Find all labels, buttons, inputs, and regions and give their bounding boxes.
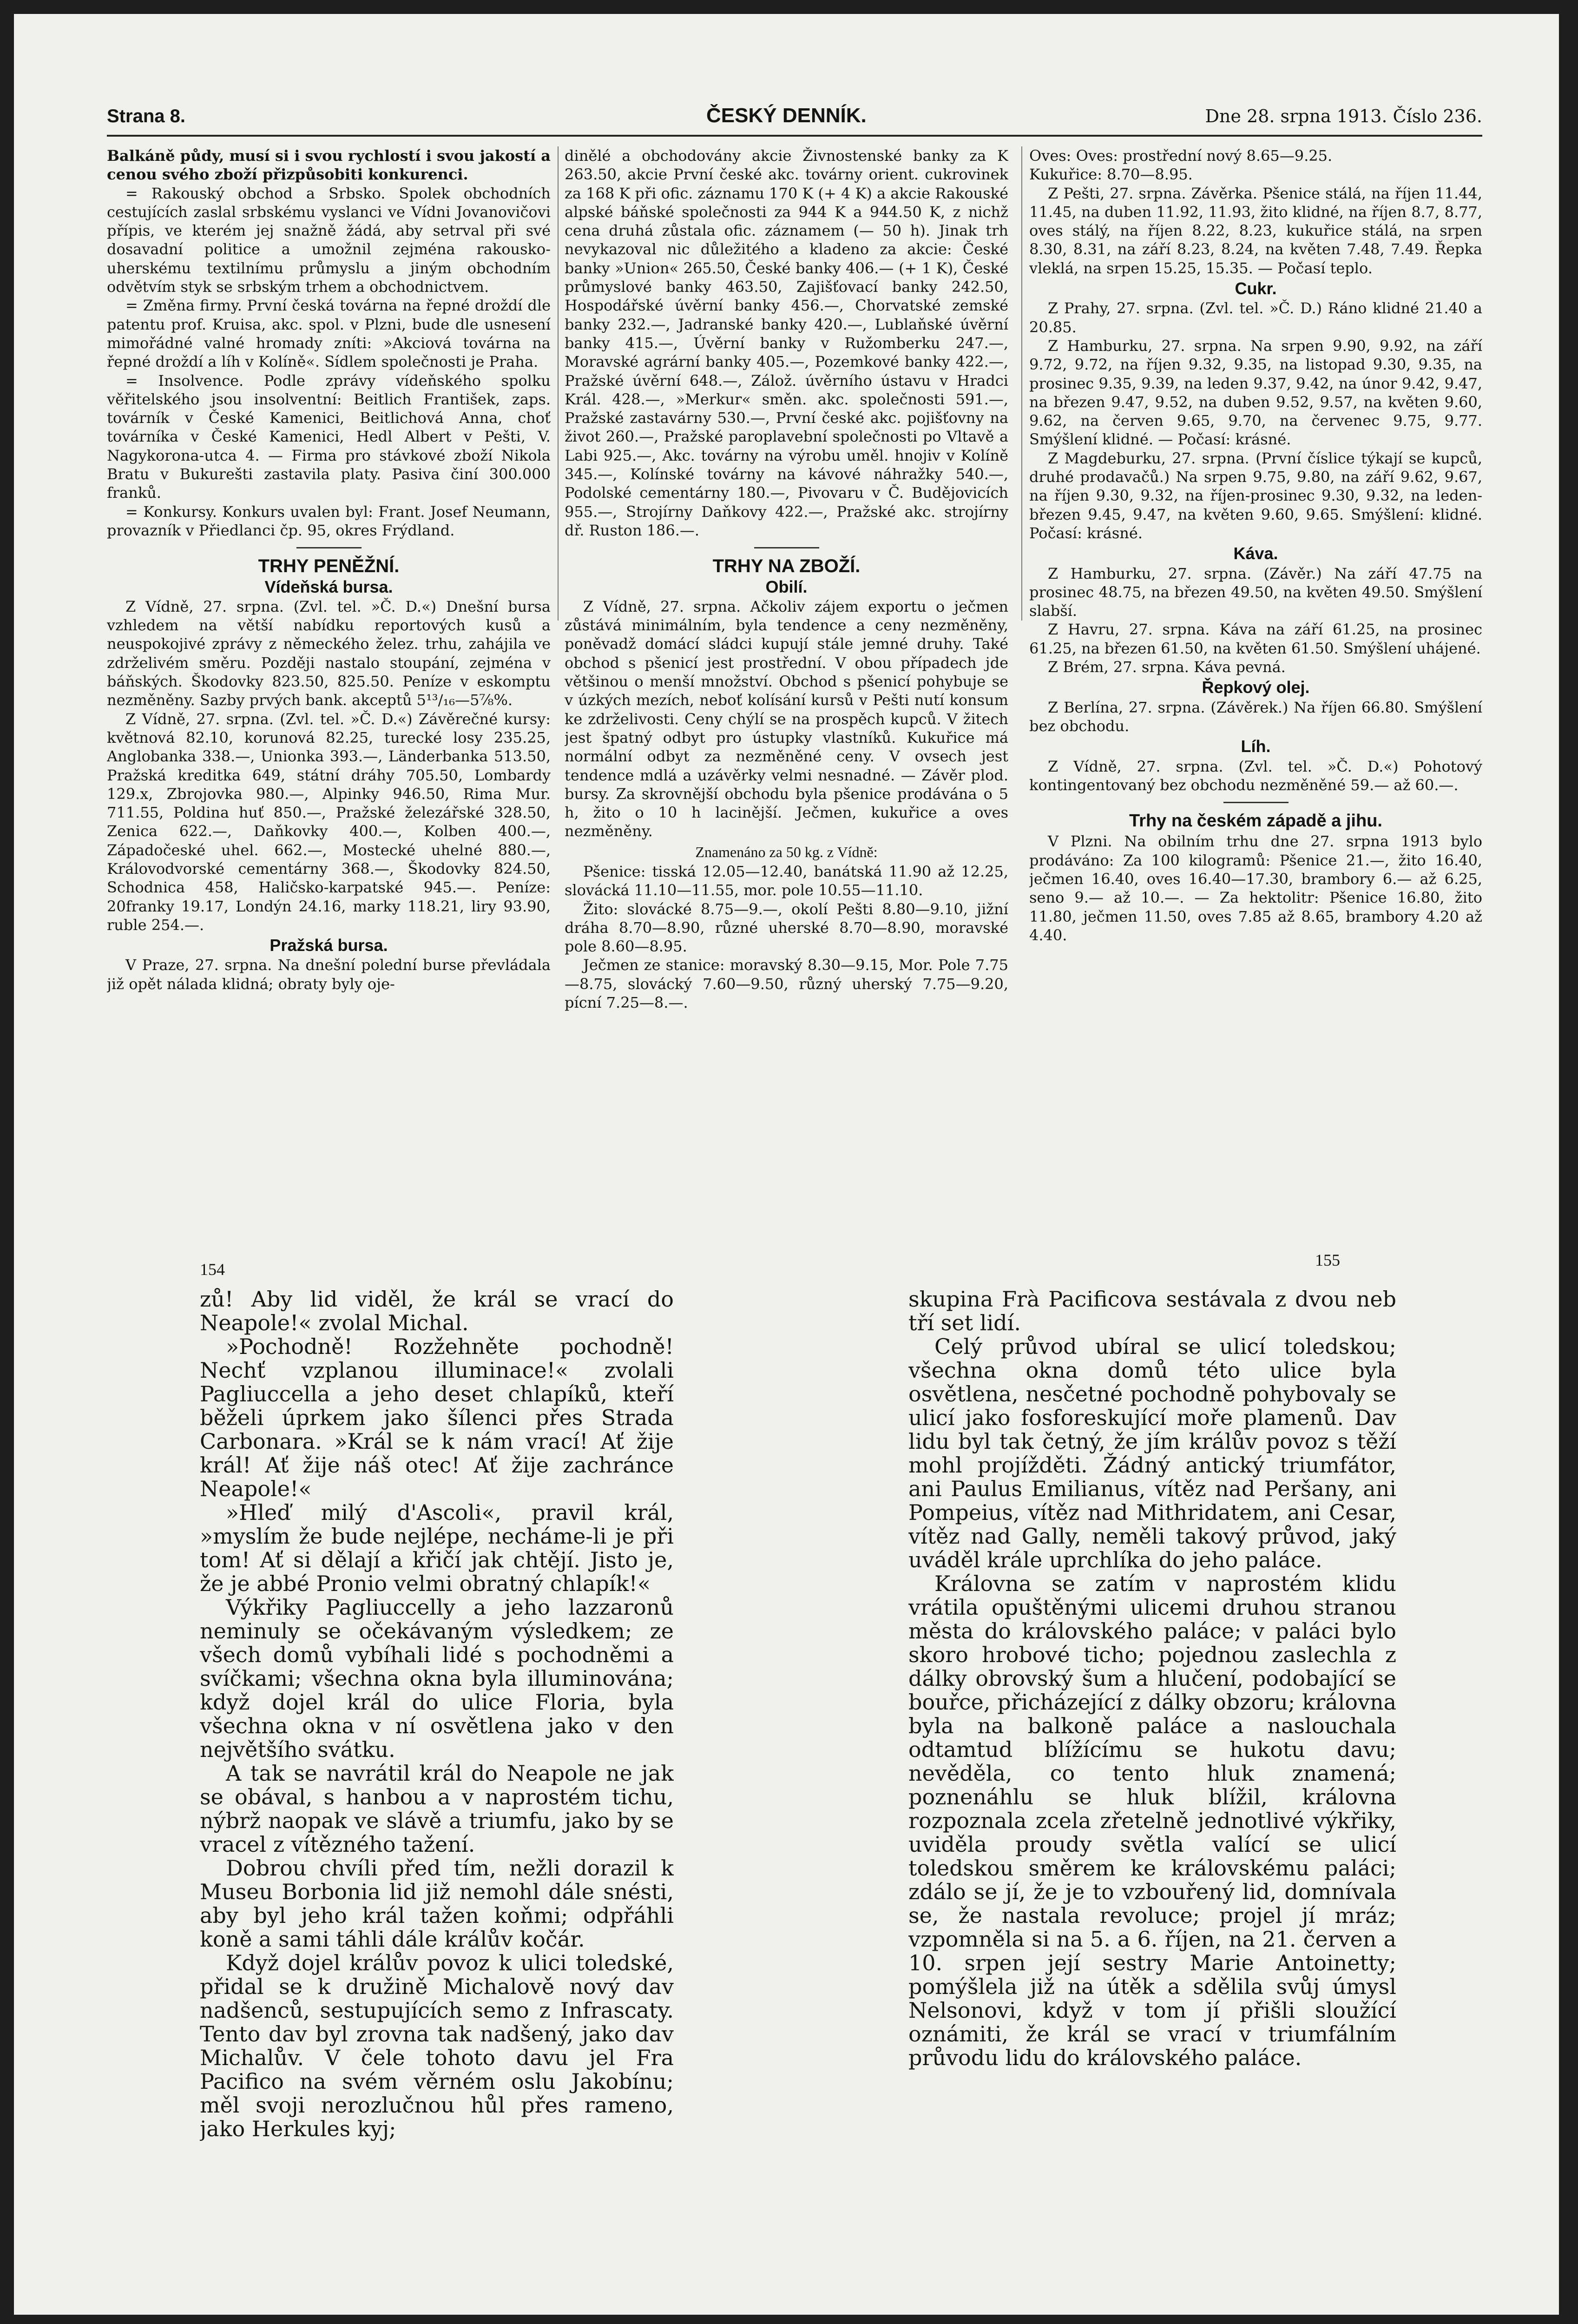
price-zito: Žito: slovácké 8.75—9.—, okolí Pešti 8.80—9.10, jižní dráha 8.70—8.90, různé uherské 8.70—8.90, moravské pole 8.60—8.95. (565, 900, 1008, 956)
page-header (107, 88, 1482, 137)
novel-paragraph: Celý průvod ubíral se ulicí toledskou; všechna okna domů této ulice byla osvětlena, nesčetné pochodně pohybovaly se ulicí jako fosforeskující moře plamenů. Dav lidu byl tak četný, že jím králův povoz s těží mohl projížděti. Žádný antický triumfátor, ani Paulus Emilianus, vítěz nad Peršany, ani Pompeius, vítěz nad Mithridatem, ani Cesar, vítěz nad Gally, neměli takový průvod, jaký uváděl krále uprchlíka do jeho paláce. (908, 1334, 1396, 1572)
article-praha-bursa: V Praze, 27. srpna. Na dnešní polední burse převládala již opět nálada klidná; obraty byly oje- (107, 956, 551, 993)
newspaper-page (14, 14, 1559, 2315)
price-kukurice: Kukuřice: 8.70—8.95. (1029, 165, 1193, 184)
article-vidne-bursa-1: Z Vídně, 27. srpna. (Zvl. tel. »Č. D.«) Dnešní bursa vzhledem na větší nabídku reportových kusů a neuspokojivé zprávy z německého želez. trhu, zahájila ve zdrželivém směru. Později nastalo stoupání, zejména v báňských. Škodovky 823.50, 825.50. Peníze v eskomptu nezměněny. Sazby prvých bank. akceptů 5¹³/₁₆—5⅞%. (107, 597, 551, 709)
column-1 (107, 146, 551, 1183)
date-issue: Dne 28. srpna 1913. Číslo 236. (1205, 106, 1482, 126)
newspaper-upper-section (107, 88, 1482, 1185)
novel-paragraph: skupina Frà Pacificova sestávala z dvou neb tří set lidí. (908, 1287, 1396, 1335)
article-insolvence: = Insolvence. Podle zprávy vídeňského spolku věřitelského jsou insolventní: Beitlich František, zaps. továrník v České Kamenici, Beitlichová Anna, choť továrníka v České Kamenici, Hedl Albert v Pešti, V. Nagykorona-utca 4. — Firma pro stávkové zboží Nikola Bratu v Bukurešti zastavila platy. Pasiva činí 300.000 franků. (107, 371, 551, 502)
section-title-trhy-penezni: TRHY PENĚŽNÍ. (258, 556, 400, 577)
novel-left-column (200, 1287, 674, 2152)
separator-rule (754, 547, 819, 548)
page-label: Strana 8. (107, 106, 185, 126)
article-cukr-praha: Z Prahy, 27. srpna. (Zvl. tel. »Č. D.) Ráno klidné 21.40 a 20.85. (1029, 299, 1482, 336)
column-2 (565, 146, 1008, 1183)
article-cukr-magdeburk: Z Magdeburku, 27. srpna. (První číslice týkají se kupců, druhé prodavačů.) Na srpen 9.75, 9.80, na září 9.62, 9.67, na říjen 9.30, 9.32, na říjen-prosinec 9.30, 9.32, na leden-březen 9.45, 9.47, na květen 9.60, 9.65. Smýšlení: klidné. Počasí: krásné. (1029, 449, 1482, 542)
article-balkan: Balkáně půdy, musí si i svou rychlostí i svou jakostí a cenou svého zboží přizpůsobiti konkurenci. (107, 147, 551, 184)
article-kava-brem: Z Brém, 27. srpna. Káva pevná. (1048, 658, 1286, 676)
novel-paragraph: »Hleď milý d'Ascoli«, pravil král, »myslím že bude nejlépe, necháme-li je při tom! Ať si dělají a křičí jak chtějí. Jisto je, že je abbé Pronio velmi obratný chlapík!« (200, 1500, 674, 1596)
article-obili: Z Vídně, 27. srpna. Ačkoliv zájem exportu o ječmen zůstává minimálním, byla tendence a ceny nezměněny, poněvadž domácí sládci kupují stále jemné druhy. Také obchod s pšenicí jest prostřední. V obou případech jde většinou o menší množství. Obchod s pšenicí pohybuje se v úzkých mezích, neboť kolísání kursů v Pešti nutí konsum ke zdrželivosti. Ceny chýlí se na prospěch kupců. V žitech jest špatný odbyt pro ústupky vlastníků. Kukuřice má normální odbyt za nezměněné ceny. V ovsech jest tendence mdlá a uzávěrky velmi nesnadné. — Závěr plod. bursy. Za skrovnější obchodu byla pšenice prodávána o 5 h, žito o 10 h lacinější. Ječmen, kukuřice a oves nezměněny. (565, 597, 1008, 840)
masthead: ČESKÝ DENNÍK. (706, 104, 867, 127)
column-3 (1029, 146, 1482, 1183)
subsection-obili: Obilí. (765, 577, 808, 596)
article-konkursy: = Konkursy. Konkurs uvalen byl: Frant. Josef Neumann, provazník v Přiedlanci čp. 95, okres Frýdland. (107, 502, 551, 539)
article-pesti: Z Pešti, 27. srpna. Závěrka. Pšenice stálá, na říjen 11.44, 11.45, na duben 11.92, 11.93, žito klidné, na říjen 8.7, 8.77, oves stálý, na říjen 8.22, 8.23, kukuřice stálá, na srpen 8.30, 8.31, na září 8.23, 8.24, na květen 7.48, 7.49. Řepka vleklá, na srpen 15.25, 15.35. — Počasí teplo. (1029, 184, 1482, 277)
price-psenice: Pšenice: tisská 12.05—12.40, banátská 11.90 až 12.25, slovácká 11.10—11.55, mor. pole 10.55—11.10. (565, 862, 1008, 899)
column-rule (1021, 146, 1022, 621)
section-title-trhy-zapade: Trhy na českém západě a jihu. (1129, 811, 1382, 831)
column-rule (558, 146, 559, 621)
page-number-left: 154 (200, 1260, 225, 1279)
novel-paragraph: zů! Aby lid viděl, že král se vrací do Neapole!« zvolal Michal. (200, 1287, 674, 1335)
novel-paragraph: Dobrou chvíli před tím, nežli dorazil k Museu Borbonia lid již nemohl dále snésti, aby byl jeho král tažen koňmi; odpřáhli koně a sami táhli dále králův kočár. (200, 1855, 674, 1952)
subsection-prazska-bursa: Pražská bursa. (270, 936, 388, 955)
subsection-lih: Líh. (1241, 737, 1271, 756)
separator-rule (296, 547, 362, 548)
subsection-videnska-bursa: Vídeňská bursa. (264, 577, 393, 596)
novel-paragraph: Královna se zatím v naprostém klidu vrátila opuštěnými ulicemi druhou stranou města do královského paláce; v paláci bylo skoro hrobové ticho; pojednou zaslechla z dálky obrovský šum a hlučení, podobající se bouřce, přicházející z dálky obzoru; královna byla na balkoně paláce a naslouchala odtamtud blížícímu se hukotu davu; nevěděla, co tento hluk znamená; poznenáhlu se hluk blížil, královna rozpoznala zcela zřetelně jednotlivé výkřiky, uviděla proudy světla valící se ulicí toledskou směrem ke královskému paláci; zdálo se jí, že je to vzbouřený lid, domnívala se, že nastala revoluce; projel jí mráz; vzpomněla si na 5. a 6. říjen, na 21. červen a 10. srpen její sestry Marie Antoinetty; pomýšlela již na útěk a sdělila svůj úmysl Nelsonovi, když v tom jí přišli sloužící oznámiti, že král se vrací v triumfálním průvodu lidu do královského paláce. (908, 1571, 1396, 2070)
novel-paragraph: A tak se navrátil král do Neapole ne jak se obával, s hanbou a v naprostém tichu, nýbrž naopak ve slávě a triumfu, jako by se vracel z vítězného tažení. (200, 1761, 674, 1857)
subsection-cukr: Cukr. (1235, 279, 1277, 298)
novel-paragraph: Výkřiky Pagliuccelly a jeho lazzaronů neminuly se očekávaným výsledkem; ze všech domů vybíhali lidé s pochodněmi a svíčkami; všechna okna byla illuminována; když dojel král do ulice Floria, byla všechna okna v ní osvětlena jako v den největšího svátku. (200, 1595, 674, 1762)
article-berlina: Z Berlína, 27. srpna. (Závěrek.) Na říjen 66.80. Smýšlení bez obchodu. (1029, 698, 1482, 735)
article-cukr-hamburk: Z Hamburku, 27. srpna. Na srpen 9.90, 9.92, na září 9.72, 9.72, na říjen 9.32, 9.35, na listopad 9.30, 9.35, na prosinec 9.35, 9.39, na leden 9.37, 9.42, na únor 9.42, 9.47, na březen 9.47, 9.52, na duben 9.52, 9.57, na květen 9.60, 9.62, na červen 9.65, 9.70, na červenec 9.75, 9.77. Smýšlení klidné. — Počasí: krásné. (1029, 337, 1482, 449)
article-plzen: V Plzni. Na obilním trhu dne 27. srpna 1913 bylo prodáváno: Za 100 kilogramů: Pšenice 21.—, žito 16.40, ječmen 16.40, oves 16.40—17.30, brambory 6.— až 6.25, seno 9.— až 10.—. — Za hektolitr: Pšenice 16.80, žito 11.80, ječmen 11.50, oves 7.85 až 8.65, brambory 4.20 až 4.40. (1029, 832, 1482, 944)
article-zmena-firmy: = Změna firmy. První česká továrna na řepné droždí dle patentu prof. Kruisa, akc. spol. v Plzni, bude dle usnesení mimořádné valné hromady zníti: »Akciová továrna na řepné droždí a líh v Kolíně«. Sídlem společnosti je Praha. (107, 297, 551, 371)
article-vidne-bursa-2: Z Vídně, 27. srpna. (Zvl. tel. »Č. D.«) Závěrečné kursy: květnová 82.10, korunová 82.25, turecké losy 235.25, Anglobanka 338.—, Unionka 393.—, Länderbanka 513.50, Pražská kreditka 649, státní dráhy 705.50, Lombardy 129.x, Zbrojovka 980.—, Alpinky 946.50, Rima Mur. 711.55, Poldina huť 850.—, Pražské železářské 328.50, Zenica 622.—, Daňkovky 400.—, Kolben 400.—, Západočeské uhel. 662.—, Mostecké uhelné 880.—, Královodvorské cementárny 368.—, Škodovky 824.50, Schodnica 458, Haličsko-karpatské 945.—. Peníze: 20franky 19.17, Londýn 24.16, marky 118.21, liry 93.90, ruble 254.—. (107, 710, 551, 934)
article-kava-havru: Z Havru, 27. srpna. Káva na září 61.25, na prosinec 61.25, na březen 61.50, na květen 61.50. Smýšlení uhájené. (1029, 621, 1482, 657)
bottom-mark (730, 2287, 785, 2290)
price-jecmen: Ječmen ze stanice: moravský 8.30—9.15, Mor. Pole 7.75—8.75, slovácký 7.60—9.50, různý uherský 7.75—9.20, pícní 7.25—8.—. (565, 956, 1008, 1012)
price-oves: Oves: Oves: prostřední nový 8.65—9.25. (1029, 147, 1333, 165)
subsection-znamenano: Znamenáno za 50 kg. z Vídně: (695, 843, 878, 860)
page-number-right: 155 (1315, 1251, 1340, 1269)
novel-right-column (908, 1287, 1396, 2152)
article-lih: Z Vídně, 27. srpna. (Zvl. tel. »Č. D.«) Pohotový kontingentovaný bez obchodu nezměněné 59.— až 60.—. (1029, 757, 1482, 794)
article-rakousky-obchod: = Rakouský obchod a Srbsko. Spolek obchodních cestujících zaslal srbskému vyslanci ve Vídni Jovanovičovi přípis, ve kterém jej snažně žádá, aby setrval při své dosavadní politice a umožnil zejména rakousko-uherskému textilnímu průmyslu a jiným obchodním odvětvím styk se srbským trhem a obchodnictvem. (107, 184, 551, 296)
subsection-repkovy-olej: Řepkový olej. (1202, 678, 1310, 697)
subsection-kava: Káva. (1233, 544, 1278, 563)
section-title-trhy-na-zbozi: TRHY NA ZBOŽÍ. (712, 556, 861, 577)
separator-rule (1223, 802, 1289, 803)
novel-paragraph: »Pochodně! Rozžehněte pochodně! Nechť vzplanou illuminace!« zvolali Pagliuccella a jeho deset chlapíků, kteří běželi úprkem jako šílenci přes Strada Carbonara. »Král se k nám vrací! Ať žije král! Ať žije náš otec! Ať žije zachránce Neapole!« (200, 1334, 674, 1501)
novel-paragraph: Když dojel králův povoz k ulici toledské, přidal se k družině Michalově nový dav nadšenců, sestupujících semo z Infrascaty. Tento dav byl zrovna tak nadšený, jako dav Michalův. V čele tohoto davu jel Fra Pacifico na svém věrném oslu Jakobínu; měl svoji nerozlučnou hůl přes rameno, jako Herkules kyj; (200, 1950, 674, 2141)
article-kava-hamburk: Z Hamburku, 27. srpna. (Závěr.) Na září 47.75 na prosinec 48.75, na březen 49.50, na květen 49.50. Smýšlení slabší. (1029, 564, 1482, 620)
article-akcie: dinělé a obchodovány akcie Živnostenské banky za K 263.50, akcie První české akc. továrny orient. cukrovinek za 168 K při ofic. záznamu 170 K (+ 4 K) a akcie Rakouské alpské báňské společnosti za 944 K a 944.50 K, z nichž cena druhá zůstala ofic. záznamem (— 50 h). Jinak trh nevykazoval nic důležitého a kladeno za akcie: České banky »Union« 265.50, České banky 406.— (+ 1 K), České průmyslové banky 463.50, Zajišťovací banky 242.50, Hospodářské úvěrní banky 456.—, Chorvatské zemské banky 232.—, Jadranské banky 420.—, Lublaňské úvěrní banky 415.—, Úvěrní banky v Ružomberku 247.—, Moravské agrární banky 405.—, Pozemkové banky 422.—, Pražské úvěrní 648.—, Zálož. úvěrního ústavu v Hradci Král. 428.—, »Merkur« směn. akc. společnosti 591.—, Pražské zastavárny 530.—, První české akc. pojišťovny na život 260.—, Pražské paroplavební společnosti po Vltavě a Labi 925.—, Akc. továrny na výrobu uměl. hnojiv v Kolíně 345.—, Kolínské továrny na kávové náhražky 540.—, Podolské cementárny 180.—, Pivovaru v Č. Budějovicích 955.—, Strojírny Daňkovy 422.—, Pražské akc. strojírny dř. Ruston 186.—. (565, 147, 1008, 539)
